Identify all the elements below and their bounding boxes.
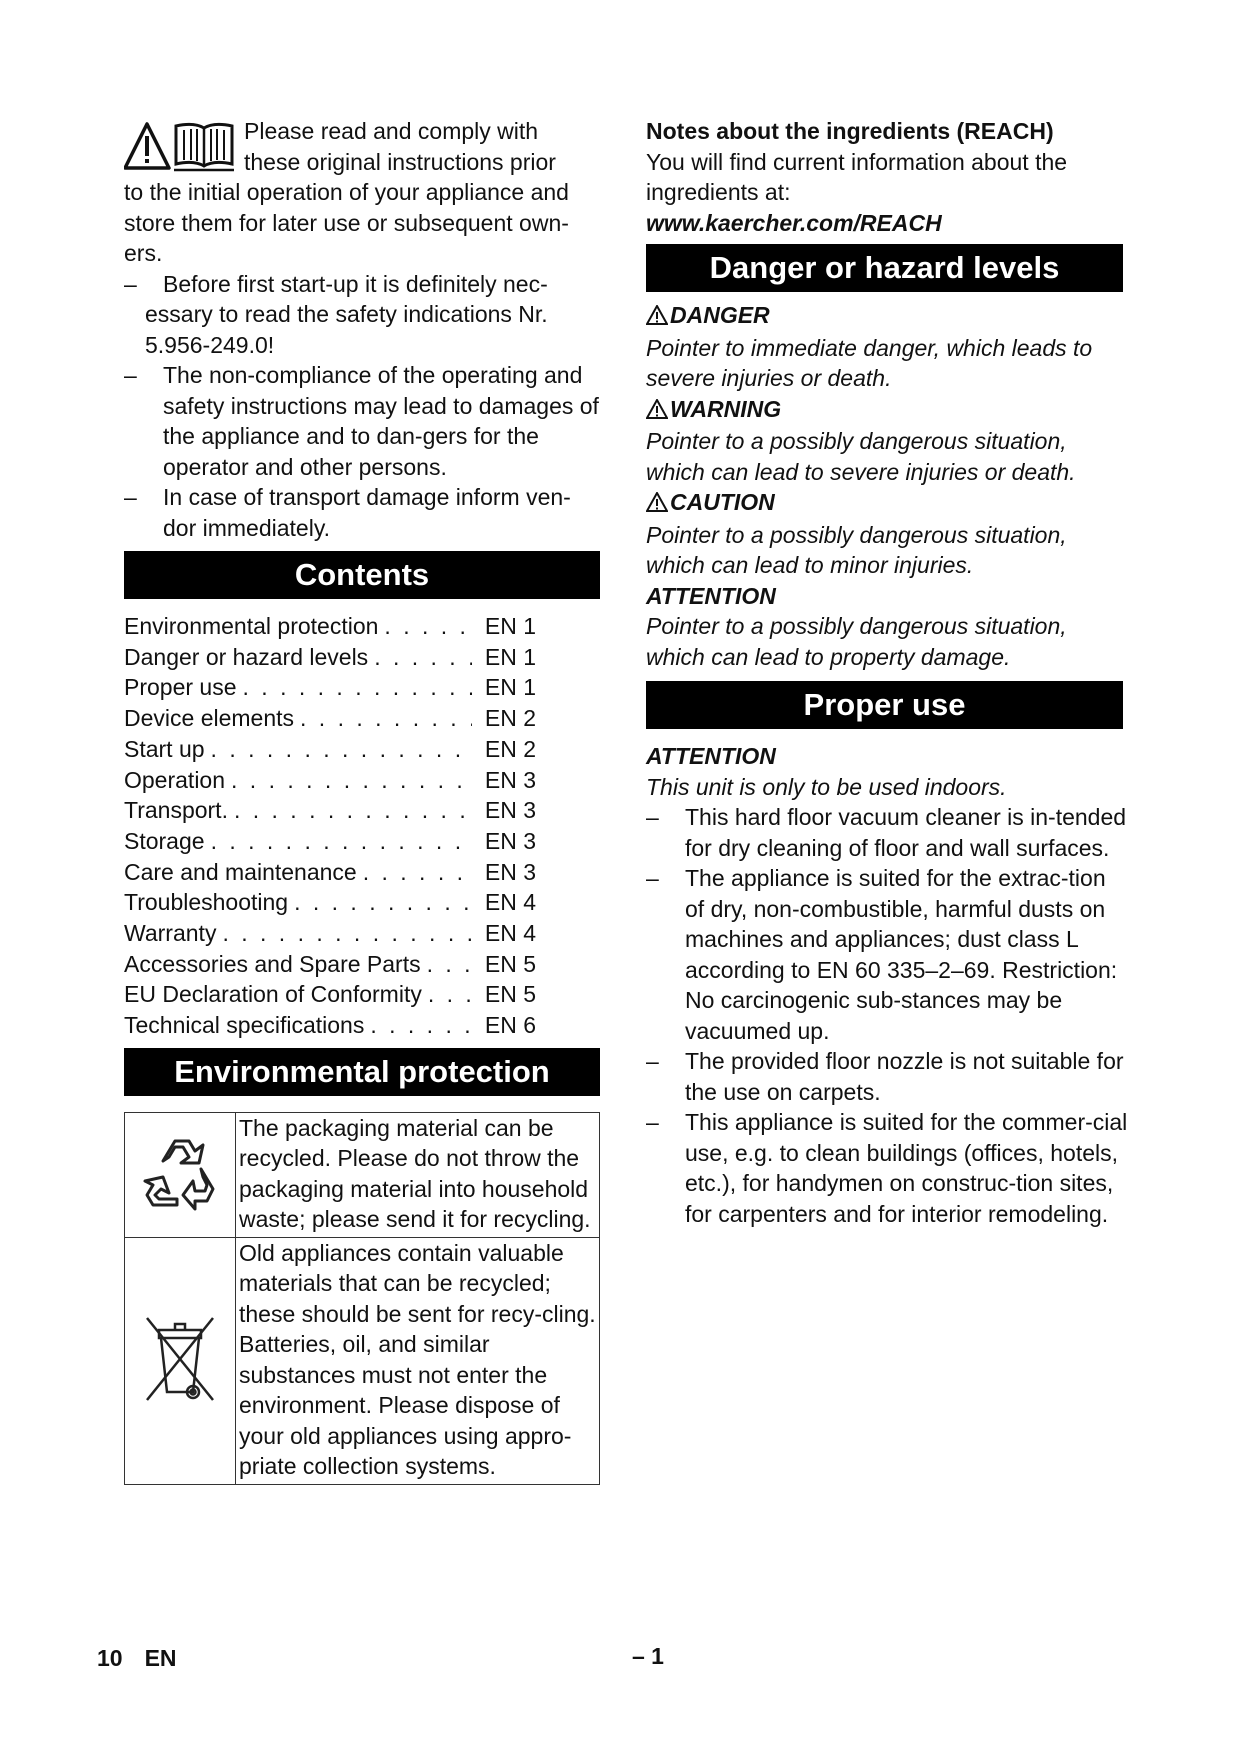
list-item: – This appliance is suited for the commer-cial use, e.g. to clean buildings (offices, hotels, etc.), for handymen on construc-tion sites, for carpenters and for interior remodeling.: [646, 1107, 1130, 1229]
crossed-bin-icon: [135, 1308, 225, 1408]
table-row: [125, 1112, 600, 1237]
warning-triangle-icon: [646, 396, 668, 427]
list-item-text: This appliance is suited for the commer-cial use, e.g. to clean buildings (offices, hotels, etc.), for handymen on construc-tion sites, for carpenters and for interior remodeling.: [685, 1109, 1128, 1227]
toc-entry-page: EN 1: [484, 613, 536, 639]
toc-row[interactable]: [124, 765, 536, 796]
toc-row[interactable]: [124, 857, 536, 888]
toc-entry-name: Transport.: [124, 797, 228, 824]
environmental-table: [124, 1112, 600, 1485]
proper-use-heading: Proper use: [646, 681, 1123, 729]
list-item-text: The appliance is suited for the extrac-tion of dry, non-combustible, harmful dusts on machines and appliances; dust class L according to EN 60 335–2–69. Restriction: No carcinogenic sub-stances may be vacuumed up.: [685, 865, 1118, 1044]
toc-leader-dots: [428, 979, 472, 1010]
toc-entry-page: EN 3: [484, 827, 536, 854]
proper-use-section: [646, 741, 1130, 1229]
toc-entry-page: EN 2: [484, 705, 536, 732]
page-footer-center: – 1: [632, 1643, 664, 1669]
toc-leader-dots: [384, 611, 472, 642]
toc-entry-page: EN 5: [484, 950, 536, 977]
right-column: [646, 116, 1130, 1229]
intro-line-2: these original instructions prior: [244, 148, 556, 175]
list-item: – The non-compliance of the operating and safety instructions may lead to damages of the appliance and to dan-gers for the operator and other persons.: [124, 360, 604, 482]
toc-leader-dots: [427, 949, 472, 980]
toc-entry-page: EN 3: [484, 797, 536, 824]
toc-entry-page: EN 3: [484, 858, 536, 885]
toc-row[interactable]: [124, 642, 536, 673]
recycling-icon: [133, 1125, 227, 1219]
toc-row[interactable]: [124, 979, 536, 1010]
toc-leader-dots: [374, 642, 472, 673]
intro-line-1: Please read and comply with: [244, 118, 539, 144]
attention-label: ATTENTION: [646, 582, 776, 609]
reach-link[interactable]: www.kaercher.com/REACH: [646, 209, 942, 236]
toc-entry-name: Troubleshooting: [124, 889, 289, 916]
toc-leader-dots: [363, 857, 472, 888]
toc-leader-dots: [300, 703, 472, 734]
manual-book-icon: [174, 124, 234, 170]
reach-heading: Notes about the ingredients (REACH): [646, 118, 1054, 144]
list-item: – The appliance is suited for the extrac-tion of dry, non-combustible, harmful dusts on machines and appliances; dust class L according to EN 60 335–2–69. Restriction: No carcinogenic sub-stances may be vacuumed up.: [646, 863, 1130, 1046]
warning-text: Pointer to a possibly dangerous situation, which can lead to severe injuries or death.: [646, 428, 1076, 485]
toc-entry-name: EU Declaration of Conformity: [124, 981, 422, 1008]
toc-entry-page: EN 1: [484, 674, 536, 701]
danger-label: DANGER: [646, 300, 1130, 333]
toc-leader-dots: [211, 734, 472, 765]
list-item-text: The provided floor nozzle is not suitable for the use on carpets.: [685, 1048, 1124, 1105]
toc-entry-page: EN 6: [484, 1012, 536, 1039]
toc-entry-name: Danger or hazard levels: [124, 643, 369, 670]
recycling-cell: [125, 1112, 236, 1237]
toc-entry-page: EN 4: [484, 889, 536, 916]
intro-icons: [124, 118, 234, 174]
toc-row[interactable]: [124, 918, 536, 949]
toc-entry-name: Care and maintenance: [124, 858, 357, 885]
toc-entry-page: EN 1: [484, 643, 536, 670]
contents-heading: Contents: [124, 551, 600, 599]
list-item: – This hard floor vacuum cleaner is in-tended for dry cleaning of floor and wall surfaces.: [646, 802, 1130, 863]
toc-entry-name: Warranty: [124, 920, 217, 947]
attention-text: Pointer to a possibly dangerous situation, which can lead to property damage.: [646, 613, 1067, 670]
list-item-text: Before first start-up it is definitely nec-essary to read the safety indications Nr. 5.956-249.0!: [145, 270, 548, 358]
intro-list: [124, 269, 604, 544]
list-item-text: The non-compliance of the operating and safety instructions may lead to damages of the appliance and to dan-gers for the operator and other persons.: [163, 362, 599, 480]
hazard-levels-heading: Danger or hazard levels: [646, 244, 1123, 292]
intro-text: to the initial operation of your appliance and store them for later use or subsequent own-ers.: [124, 179, 569, 266]
toc-entry-name: Environmental protection: [124, 613, 379, 639]
toc-row[interactable]: [124, 611, 536, 642]
recycling-text: The packaging material can be recycled. Please do not throw the packaging material into household waste; please send it for recycling.: [236, 1112, 600, 1237]
page-footer-left: [97, 1645, 199, 1672]
footer-language: EN: [144, 1645, 177, 1671]
reach-text: You will find current information about the ingredients at:: [646, 148, 1068, 205]
toc-leader-dots: [211, 826, 472, 857]
toc-leader-dots: [222, 918, 472, 949]
toc-entry-name: Proper use: [124, 674, 237, 701]
toc-row[interactable]: [124, 734, 536, 765]
disposal-text: Old appliances contain valuable materials that can be recycled; these should be sent for recy-cling. Batteries, oil, and similar substances must not enter the environment. Please dispose of your old appliances using appro-priate collection systems.: [236, 1237, 600, 1484]
toc-leader-dots: [243, 672, 472, 703]
toc-entry-page: EN 2: [484, 735, 536, 762]
toc-row[interactable]: [124, 795, 536, 826]
table-of-contents: [124, 611, 604, 1041]
toc-entry-page: EN 4: [484, 920, 536, 947]
list-item-text: This hard floor vacuum cleaner is in-tended for dry cleaning of floor and wall surfaces.: [685, 804, 1127, 861]
toc-leader-dots: [294, 887, 472, 918]
page-number: 10: [97, 1645, 123, 1671]
proper-use-attention-label: ATTENTION: [646, 743, 776, 769]
warning-triangle-icon: [646, 302, 668, 333]
toc-leader-dots: [370, 1010, 472, 1041]
warning-triangle-icon: [125, 124, 169, 168]
environmental-protection-heading: Environmental protection: [124, 1048, 600, 1096]
list-item: – The provided floor nozzle is not suitable for the use on carpets.: [646, 1046, 1130, 1107]
list-item: – In case of transport damage inform ven-dor immediately.: [124, 482, 604, 543]
hazard-levels: [646, 300, 1130, 672]
list-item: – Before first start-up it is definitely nec-essary to read the safety indications Nr. 5.956-249.0!: [124, 270, 548, 358]
crossed-bin-cell: [125, 1237, 236, 1484]
toc-entry-name: Device elements: [124, 705, 295, 732]
table-row: [125, 1237, 600, 1484]
toc-row[interactable]: [124, 887, 536, 918]
toc-entry-page: EN 3: [484, 766, 536, 793]
left-column: [124, 116, 604, 1485]
toc-row[interactable]: [124, 949, 536, 980]
warning-label: WARNING: [646, 394, 1130, 427]
caution-text: Pointer to a possibly dangerous situation, which can lead to minor injuries.: [646, 521, 1067, 578]
proper-use-attention-text: This unit is only to be used indoors.: [646, 773, 1007, 800]
toc-leader-dots: [234, 795, 472, 826]
toc-row[interactable]: [124, 672, 536, 703]
list-item-text: In case of transport damage inform ven-dor immediately.: [163, 484, 571, 541]
toc-entry-name: Technical specifications: [124, 1012, 365, 1039]
toc-entry-name: Operation: [124, 766, 226, 793]
toc-entry-page: EN 5: [484, 981, 536, 1008]
toc-entry-name: Accessories and Spare Parts: [124, 950, 421, 977]
warning-triangle-icon: [646, 489, 668, 520]
intro-section: [124, 116, 604, 543]
danger-text: Pointer to immediate danger, which leads to severe injuries or death.: [646, 334, 1093, 391]
toc-row[interactable]: [124, 826, 536, 857]
toc-entry-name: Start up: [124, 735, 205, 762]
caution-label: CAUTION: [646, 487, 1130, 520]
toc-entry-name: Storage: [124, 827, 205, 854]
toc-row[interactable]: [124, 703, 536, 734]
toc-row[interactable]: [124, 1010, 536, 1041]
toc-leader-dots: [231, 765, 472, 796]
